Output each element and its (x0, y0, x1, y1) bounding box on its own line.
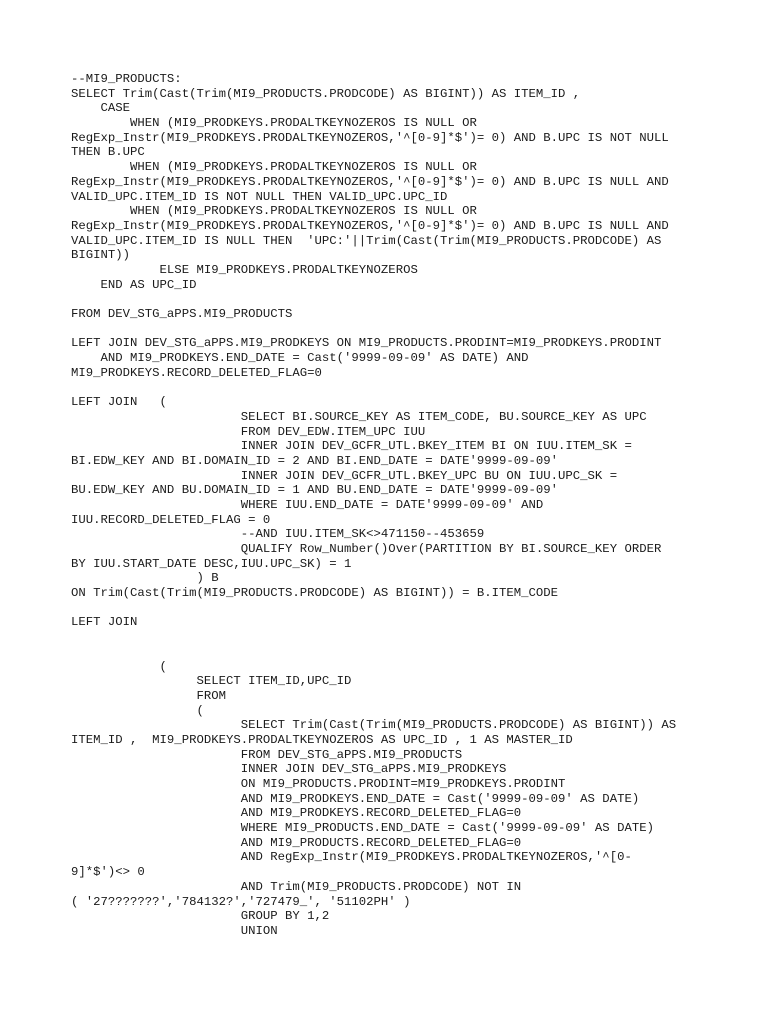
code-line (71, 601, 711, 616)
code-line: WHERE MI9_PRODUCTS.END_DATE = Cast('9999-09-09' AS DATE) (71, 821, 654, 836)
code-line: AND RegExp_Instr(MI9_PRODKEYS.PRODALTKEYNOZEROS,'^[0- (71, 850, 632, 865)
code-line: ON Trim(Cast(Trim(MI9_PRODUCTS.PRODCODE) AS BIGINT)) = B.ITEM_CODE (71, 586, 559, 601)
code-line: --MI9_PRODUCTS: (71, 72, 182, 86)
code-line: AND MI9_PRODKEYS.RECORD_DELETED_FLAG=0 (71, 806, 522, 821)
code-line (71, 380, 711, 395)
code-line (71, 292, 711, 307)
code-line: ON MI9_PRODUCTS.PRODINT=MI9_PRODKEYS.PRODINT (71, 777, 566, 791)
code-line: SELECT BI.SOURCE_KEY AS ITEM_CODE, BU.SOURCE_KEY AS UPC (71, 409, 647, 424)
code-line: QUALIFY Row_Number()Over(PARTITION BY BI.SOURCE_KEY ORDER (71, 542, 662, 556)
code-line: WHERE IUU.END_DATE = DATE'9999-09-09' AND (71, 497, 544, 512)
code-line: SELECT Trim(Cast(Trim(MI9_PRODUCTS.PRODCODE) AS BIGINT)) AS ITEM_ID , (71, 86, 581, 101)
code-line: SELECT Trim(Cast(Trim(MI9_PRODUCTS.PRODCODE) AS BIGINT)) AS (71, 718, 677, 733)
code-line: UNION (71, 923, 278, 938)
code-line: LEFT JOIN ( (71, 395, 167, 410)
code-line: SELECT ITEM_ID,UPC_ID (71, 674, 352, 689)
code-line: WHEN (MI9_PRODKEYS.PRODALTKEYNOZEROS IS NULL OR (71, 160, 477, 175)
code-line: 9]*$')<> 0 (71, 865, 145, 880)
code-line: AND MI9_PRODKEYS.END_DATE = Cast('9999-09-09' AS DATE) AND (71, 351, 529, 366)
code-line: BY IUU.START_DATE DESC,IUU.UPC_SK) = 1 (71, 556, 352, 571)
code-line (71, 322, 711, 337)
code-line: FROM DEV_STG_aPPS.MI9_PRODUCTS (71, 307, 293, 321)
sql-code-block (71, 72, 711, 939)
code-line: AND MI9_PRODUCTS.RECORD_DELETED_FLAG=0 (71, 835, 522, 850)
code-line: INNER JOIN DEV_GCFR_UTL.BKEY_ITEM BI ON IUU.ITEM_SK = (71, 439, 632, 454)
code-line: ( (71, 659, 167, 674)
code-line: MI9_PRODKEYS.RECORD_DELETED_FLAG=0 (71, 365, 322, 380)
code-line: BI.EDW_KEY AND BI.DOMAIN_ID = 2 AND BI.END_DATE = DATE'9999-09-09' (71, 453, 559, 468)
code-line: AND Trim(MI9_PRODUCTS.PRODCODE) NOT IN (71, 879, 522, 894)
code-line: ) B (71, 571, 219, 586)
code-line: WHEN (MI9_PRODKEYS.PRODALTKEYNOZEROS IS NULL OR (71, 204, 477, 219)
code-line: THEN B.UPC (71, 145, 145, 160)
code-line: WHEN (MI9_PRODKEYS.PRODALTKEYNOZEROS IS NULL OR (71, 116, 477, 131)
code-line: FROM DEV_EDW.ITEM_UPC IUU (71, 424, 426, 439)
code-line: VALID_UPC.ITEM_ID IS NOT NULL THEN VALID_UPC.UPC_ID (71, 189, 448, 204)
code-line: LEFT JOIN DEV_STG_aPPS.MI9_PRODKEYS ON MI9_PRODUCTS.PRODINT=MI9_PRODKEYS.PRODINT (71, 336, 662, 351)
code-line: BIGINT)) (71, 248, 131, 263)
code-line: BU.EDW_KEY AND BU.DOMAIN_ID = 1 AND BU.END_DATE = DATE'9999-09-09' (71, 483, 559, 498)
code-line: RegExp_Instr(MI9_PRODKEYS.PRODALTKEYNOZEROS,'^[0-9]*$')= 0) AND B.UPC IS NULL AND (71, 174, 669, 189)
code-line (71, 630, 711, 645)
code-line: LEFT JOIN (71, 615, 138, 630)
code-line: FROM (71, 688, 226, 703)
code-line: ITEM_ID , MI9_PRODKEYS.PRODALTKEYNOZEROS AS UPC_ID , 1 AS MASTER_ID (71, 732, 573, 747)
code-line: ELSE MI9_PRODKEYS.PRODALTKEYNOZEROS (71, 262, 418, 277)
code-line: FROM DEV_STG_aPPS.MI9_PRODUCTS (71, 747, 463, 762)
code-line (71, 645, 711, 660)
code-line: END AS UPC_ID (71, 277, 197, 292)
code-line: AND MI9_PRODKEYS.END_DATE = Cast('9999-09-09' AS DATE) (71, 791, 640, 806)
code-line: --AND IUU.ITEM_SK<>471150--453659 (71, 527, 485, 542)
code-line: ( (71, 703, 204, 718)
code-line: RegExp_Instr(MI9_PRODKEYS.PRODALTKEYNOZEROS,'^[0-9]*$')= 0) AND B.UPC IS NOT NULL (71, 130, 669, 145)
code-line: VALID_UPC.ITEM_ID IS NULL THEN 'UPC:'||Trim(Cast(Trim(MI9_PRODUCTS.PRODCODE) AS (71, 233, 662, 248)
code-line: ( '27???????','784132?','727479_', '51102PH' ) (71, 894, 411, 909)
code-line: INNER JOIN DEV_GCFR_UTL.BKEY_UPC BU ON IUU.UPC_SK = (71, 468, 618, 483)
code-line: RegExp_Instr(MI9_PRODKEYS.PRODALTKEYNOZEROS,'^[0-9]*$')= 0) AND B.UPC IS NULL AND (71, 218, 669, 233)
code-line: IUU.RECORD_DELETED_FLAG = 0 (71, 512, 271, 527)
code-line: INNER JOIN DEV_STG_aPPS.MI9_PRODKEYS (71, 762, 507, 777)
code-line: GROUP BY 1,2 (71, 909, 330, 924)
code-line: CASE (71, 101, 131, 116)
